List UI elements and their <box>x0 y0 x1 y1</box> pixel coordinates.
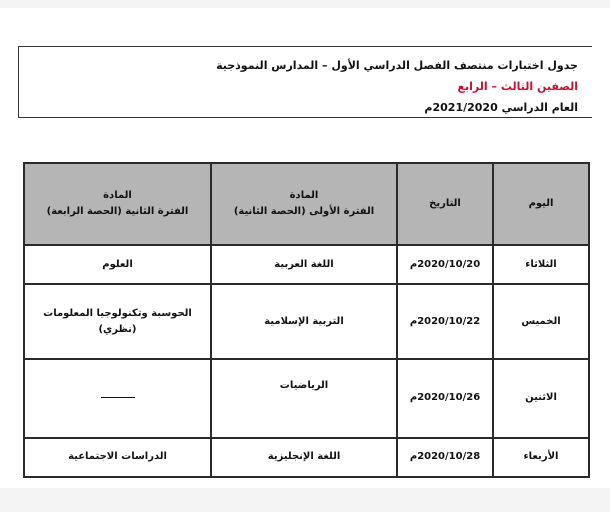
cell-date: 2020/10/20م <box>397 245 493 284</box>
header-period1-desc: الفترة الأولى (الحصة الثانية) <box>233 206 375 217</box>
header-day: اليوم <box>493 163 589 245</box>
cell-period1: اللغة الإنجليزية <box>211 438 397 477</box>
table-row <box>24 245 589 284</box>
table-row <box>24 438 589 477</box>
cell-period1: التربية الإسلامية <box>211 284 397 358</box>
schedule-title: جدول اختبارات منتصف الفصل الدراسي الأول – المدارس النموذجية <box>216 59 578 72</box>
cell-day: الثلاثاء <box>493 245 589 284</box>
cell-date: 2020/10/28م <box>397 438 493 477</box>
cell-period2-empty <box>24 359 211 438</box>
academic-year: العام الدراسي 2021/2020م <box>424 101 578 114</box>
cell-day: الخميس <box>493 284 589 358</box>
cell-date: 2020/10/26م <box>397 359 493 438</box>
cell-period2 <box>24 284 211 358</box>
header-period1-subject: المادة <box>289 190 319 201</box>
cell-day: الأربعاء <box>493 438 589 477</box>
cell-period2: الدراسات الاجتماعية <box>24 438 211 477</box>
table-row <box>24 359 589 438</box>
empty-dash <box>101 397 135 398</box>
cell-period2-note: (نظري) <box>98 323 137 335</box>
header-period2-desc: الفترة الثانية (الحصة الرابعة) <box>46 206 189 217</box>
table-row <box>24 284 589 358</box>
cell-period2-subject: الحوسبة وتكنولوجيا المعلومات <box>43 307 192 319</box>
cell-period1: اللغة العربية <box>211 245 397 284</box>
header-date: التاريخ <box>397 163 493 245</box>
cell-period2: العلوم <box>24 245 211 284</box>
document-page <box>0 8 610 488</box>
header-period1 <box>211 163 397 245</box>
cell-date: 2020/10/22م <box>397 284 493 358</box>
header-box <box>18 46 592 118</box>
exam-schedule-table <box>23 162 590 478</box>
cell-period1: الرياضيات <box>211 359 397 438</box>
header-period2 <box>24 163 211 245</box>
grades-label: الصفين الثالث – الرابع <box>457 80 578 93</box>
cell-day: الاثنين <box>493 359 589 438</box>
table-header-row <box>24 163 589 245</box>
header-period2-subject: المادة <box>103 190 132 201</box>
